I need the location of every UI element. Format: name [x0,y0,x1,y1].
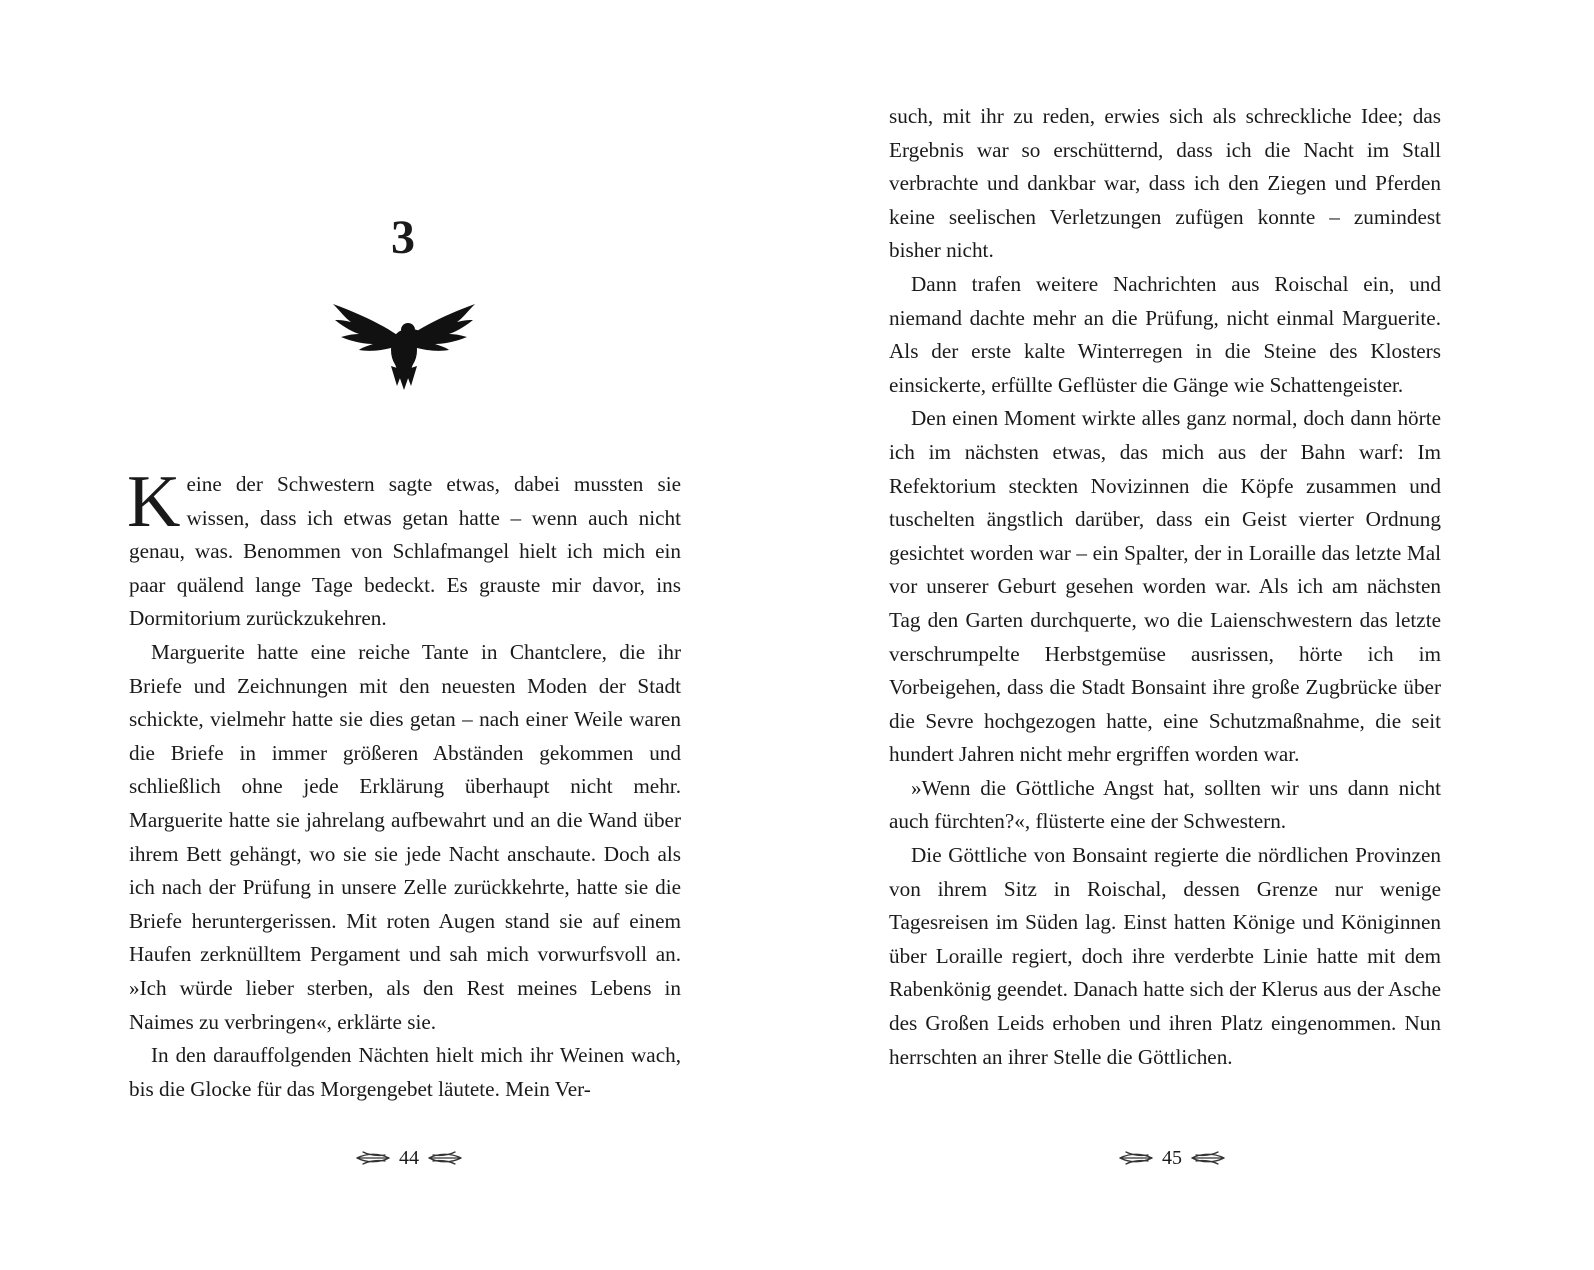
feather-flourish-icon [1118,1147,1154,1169]
paragraph: Den einen Moment wirkte alles ganz normal, doch dann hörte ich im nächsten etwas, das mich aus der Bahn warf: Im Refektorium steckten Novizinnen die Köpfe zusammen und tuschelten ängstlich darüber, dass ein Geist vierter Ordnung gesichtet worden war – ein Spalter, der in Loraille das letzte Mal vor unserer Geburt gesehen worden war. Als ich am nächsten Tag den Garten durchquerte, wo die Laienschwestern das letzte verschrumpelte Herbstgemüse ausrissen, hörte ich im Vorbeigehen, dass die Stadt Bonsaint ihre große Zugbrücke über die Sevre hochgezogen hatte, eine Schutzmaßnahme, die seit hundert Jahren nicht mehr ergriffen worden war. [889,406,1441,767]
feather-flourish-icon [1190,1147,1226,1169]
paragraph [127,461,681,636]
right-page-text [889,100,1441,1074]
page-number: 45 [1162,1147,1182,1169]
page-footer [355,1144,463,1172]
paragraph: Marguerite hatte eine reiche Tante in Chantclere, die ihr Briefe und Zeichnungen mit den neuesten Moden der Stadt schickte, vielmehr hatte sie dies getan – nach einer Weile waren die Briefe in immer größeren Abständen gekommen und schließlich ohne jede Erklärung überhaupt nicht mehr. Marguerite hatte sie jahrelang aufbewahrt und an die Wand über ihrem Bett gehängt, wo sie sie jede Nacht anschaute. Doch als ich nach der Prüfung in unsere Zelle zurückkehrte, hatte sie die Briefe heruntergerissen. Mit roten Augen stand sie auf einem Haufen zerknülltem Pergament und sah mich vorwurfsvoll an. »Ich würde lieber sterben, als den Rest meines Lebens in Naimes zu verbringen«, erklärte sie. [129,639,681,1034]
feather-flourish-icon [427,1147,463,1169]
raven-silhouette-icon [331,300,477,392]
paragraph-text: eine der Schwestern sagte etwas, dabei mussten sie wissen, dass ich etwas getan hatte – wenn auch nicht genau, was. Benommen von Schlafmangel hielt ich mich ein paar quälend lange Tage bedeckt. Es grauste mir davor, ins Dormitorium zurückzukehren. [129,472,681,631]
paragraph: Dann trafen weitere Nachrichten aus Roischal ein, und niemand dachte mehr an die Prüfung, nicht einmal Marguerite. Als der erste kalte Winterregen in die Steine des Klosters einsickerte, erfüllte Geflüster die Gänge wie Schattengeister. [889,271,1441,397]
page-footer [1118,1144,1226,1172]
left-page-text [127,461,681,1106]
page-number: 44 [399,1147,419,1169]
paragraph: »Wenn die Göttliche Angst hat, sollten wir uns dann nicht auch fürchten?«, flüsterte eine der Schwestern. [889,775,1441,834]
paragraph: such, mit ihr zu reden, erwies sich als schreckliche Idee; das Ergebnis war so erschütternd, dass ich die Nacht im Stall verbrachte und dankbar war, dass ich den Ziegen und Pferden keine seelischen Verletzungen zufügen konnte – zumindest bisher nicht. [889,104,1441,263]
chapter-number: 3 [391,211,415,264]
paragraph: Die Göttliche von Bonsaint regierte die nördlichen Provinzen von ihrem Sitz in Roischal, dessen Grenze nur wenige Tagesreisen im Süden lag. Einst hatten Könige und Königinnen über Loraille regiert, doch ihre verderbte Linie hatte mit dem Rabenkönig geendet. Danach hatte sich der Klerus aus der Asche des Großen Leids erhoben und ihren Platz eingenommen. Nun herrschten an ihrer Stelle die Göttlichen. [889,843,1441,1069]
drop-cap: K [127,461,181,543]
feather-flourish-icon [355,1147,391,1169]
right-page [797,0,1594,1270]
paragraph: In den darauffolgenden Nächten hielt mich ihr Weinen wach, bis die Glocke für das Morgengebet läutete. Mein Ver- [129,1043,681,1101]
